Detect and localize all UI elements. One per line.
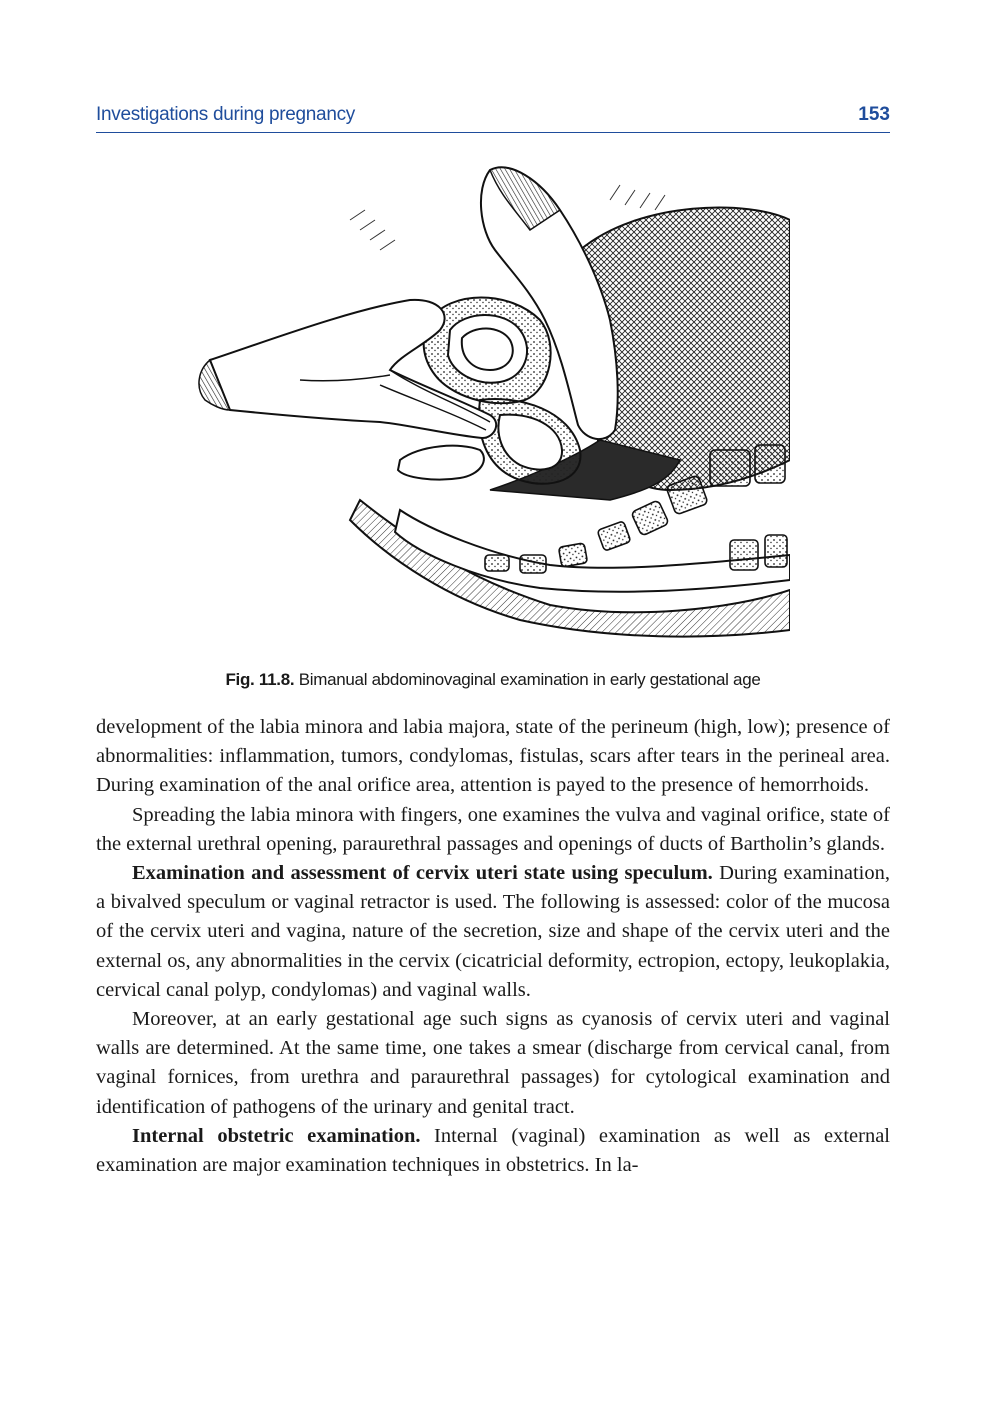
running-title: Investigations during pregnancy: [96, 104, 355, 125]
bimanual-exam-drawing: [190, 160, 790, 660]
paragraph: [96, 713, 890, 801]
running-header: [96, 102, 890, 133]
paragraph-text: Moreover, at an early gestational age such signs as cyanosis of cervix uteri and vaginal walls are determined. At the same time, one takes a smear (discharge from cervical canal, from vaginal fornices, from urethra and paraurethral passages) for cytological examination and identification of pathogens of the urinary and genital tract.: [96, 1008, 890, 1118]
paragraph: [96, 1122, 890, 1180]
paragraph-text: During examination, a bivalved speculum or vaginal retractor is used. The following is assessed: color of the mucosa of the cervix uteri and vagina, nature of the secretion, size and shape of the cervix uteri and the external os, any abnormalities in the cervix (cicatricial deformity, ectropion, ectopy, leukoplakia, cervical canal polyp, condylomas) and vaginal walls.: [96, 862, 890, 1001]
paragraph-text: Spreading the labia minora with fingers, one examines the vulva and vaginal orifice, state of the external urethral opening, paraurethral passages and openings of ducts of Bartholin’s glands.: [96, 803, 890, 855]
figure-label: Fig. 11.8.: [225, 670, 295, 689]
paragraph: [96, 859, 890, 1005]
figure-caption: [96, 670, 890, 690]
figure-illustration: [190, 160, 790, 660]
page-number: 153: [858, 104, 890, 125]
paragraph-text: Internal (vaginal) examination as well as external examination are major examination techniques in obstetrics. In la-: [96, 1124, 890, 1177]
paragraph-lead-heading: Internal obstetric examination.: [132, 1124, 421, 1147]
figure-caption-text: Bimanual abdominovaginal examination in early gestational age: [298, 670, 761, 689]
paragraph-lead-heading: Examination and assessment of cervix uteri state using speculum.: [132, 862, 713, 885]
paragraph-text: development of the labia minora and labia majora, state of the perineum (high, low); presence of abnormalities: inflammation, tumors, condylomas, fistulas, scars after tears in the perineal area. During examination of the anal orifice area, attention is payed to the presence of hemorrhoids.: [96, 716, 890, 797]
bladder: [398, 446, 484, 480]
paragraph: [96, 1005, 890, 1122]
paragraph: [96, 801, 890, 859]
body-text: [96, 713, 890, 1180]
